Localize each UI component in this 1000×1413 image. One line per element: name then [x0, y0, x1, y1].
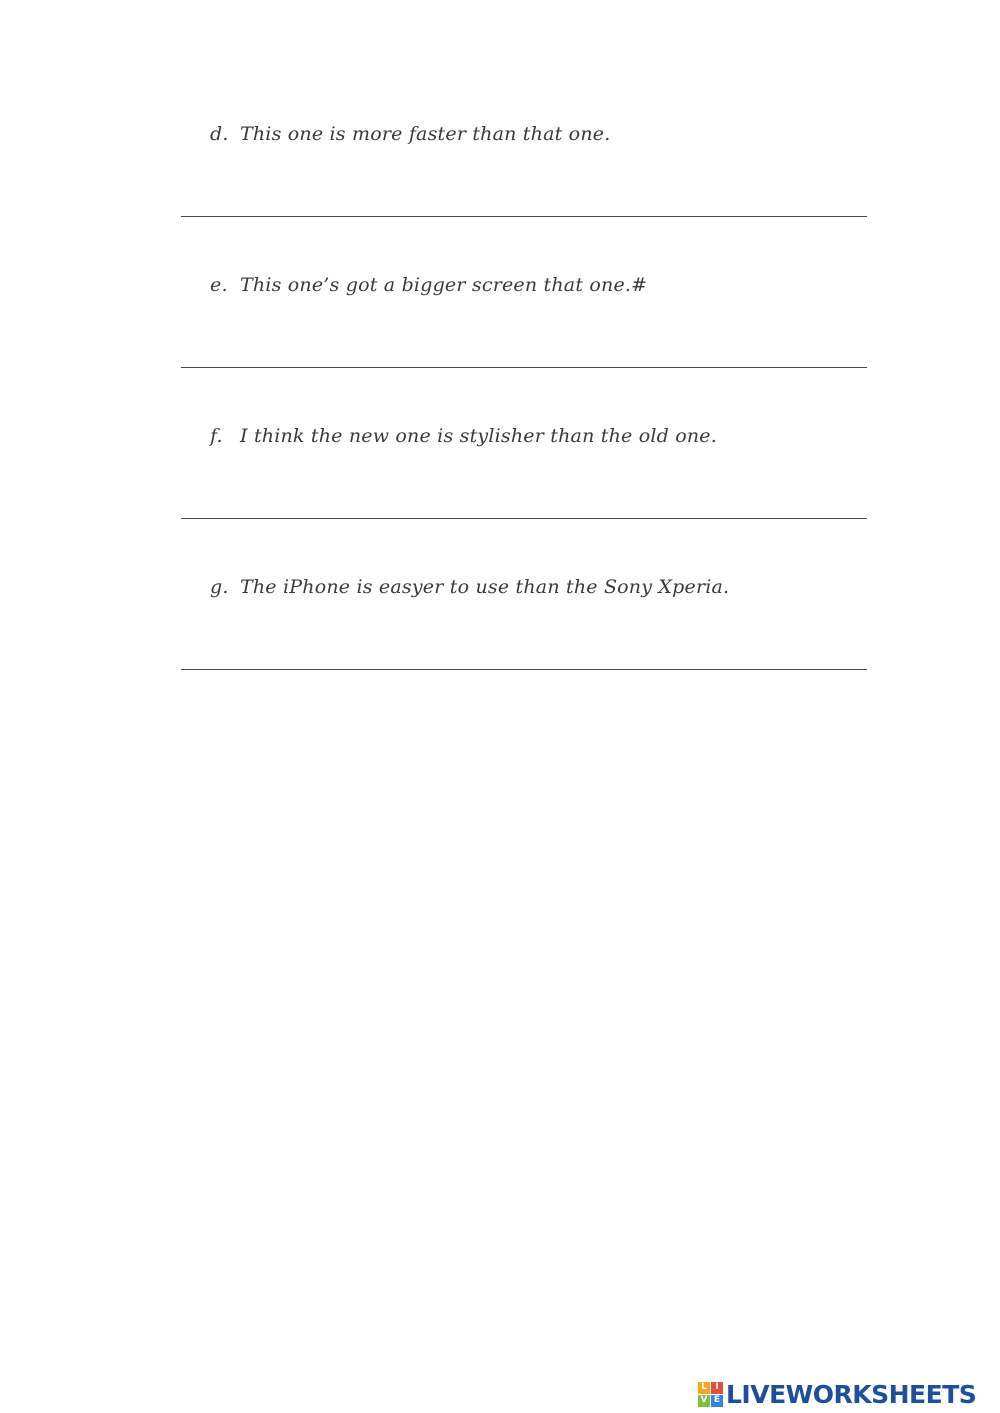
question-e [210, 265, 870, 305]
question-text: The iPhone is easyer to use than the Sony Xperia. [240, 576, 730, 598]
question-letter: e. [210, 274, 228, 296]
question-text: This one is more faster than that one. [240, 123, 611, 145]
question-letter: d. [210, 123, 229, 145]
question-text: This one’s got a bigger screen that one.# [240, 274, 648, 296]
logo-mark-cell: E [711, 1395, 723, 1407]
answer-line-f [181, 518, 867, 519]
question-f [210, 416, 870, 456]
question-letter: g. [210, 576, 229, 598]
logo-mark-cell: I [711, 1382, 723, 1394]
logo-mark-icon [698, 1382, 723, 1407]
answer-input-g[interactable] [181, 634, 867, 668]
logo-mark-cell: V [698, 1395, 710, 1407]
answer-line-e [181, 367, 867, 368]
liveworksheets-logo [698, 1378, 976, 1410]
question-text: I think the new one is stylisher than the old one. [240, 425, 717, 447]
question-d [210, 114, 870, 154]
logo-text: LIVEWORKSHEETS [726, 1379, 977, 1409]
answer-input-f[interactable] [181, 483, 867, 517]
answer-input-e[interactable] [181, 332, 867, 366]
question-letter: f. [210, 425, 223, 447]
question-g [210, 567, 870, 607]
answer-line-d [181, 216, 867, 217]
answer-input-d[interactable] [181, 181, 867, 215]
answer-line-g [181, 669, 867, 670]
logo-mark-cell: L [698, 1382, 710, 1394]
